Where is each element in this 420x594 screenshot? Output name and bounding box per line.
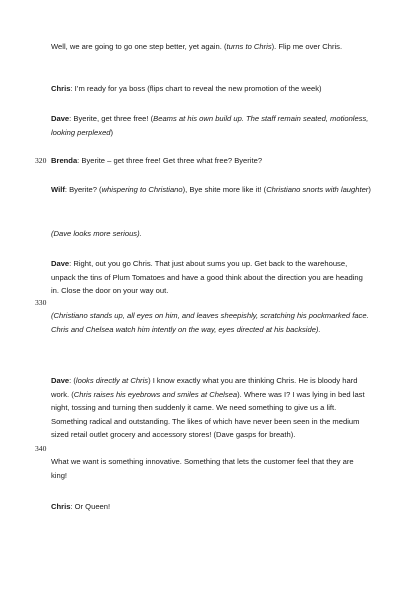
dialogue-text: ) xyxy=(110,127,114,137)
speaker-name: Dave xyxy=(51,259,70,268)
dialogue-text: ). Flip me over Chris. xyxy=(271,42,343,51)
stage-direction: looks directly at Chris xyxy=(75,376,149,385)
paragraph-wilf xyxy=(51,183,371,197)
dialogue-text: : Right, out you go Chris. That just about sums you up. Get back to the warehouse, unpack the tins of Plum Tomatoes and have a good think about the direction you are heading in. Close the door on your way out. xyxy=(51,259,363,295)
dialogue-text: : Or Queen! xyxy=(70,502,111,511)
paragraph-chris-queen xyxy=(51,500,371,514)
paragraph-chris-ready xyxy=(51,82,371,96)
line-number: 330 xyxy=(35,298,47,307)
stage-direction: turns to Chris xyxy=(226,42,272,51)
speaker-name: Dave xyxy=(51,376,70,385)
speaker-name: Wilf xyxy=(51,185,65,194)
stage-direction: Chris raises his eyebrows and smiles at Chelsea xyxy=(73,389,238,399)
dialogue-text: ). Where was I? I was lying in bed last night, tossing and turning then suddenly it came. We need something to give us a lift. Something radical and outstanding. The likes of which have never been seen in the medium sized retail outlet grocery and accessory stores! (Dave gasps for breath). xyxy=(51,389,365,439)
speaker-name: Brenda xyxy=(51,156,78,165)
dialogue-text: : Byerite – get three free! Get three what free? Byerite? xyxy=(77,156,263,165)
dialogue-text: ), Bye shite more like it! ( xyxy=(182,185,267,194)
speaker-name: Chris xyxy=(51,502,71,511)
dialogue-text: : Byerite, get three free! ( xyxy=(69,114,154,123)
line-number: 320 xyxy=(35,156,47,165)
dialogue-text: ) I know exactly what you are thinking Chris. He is bloody hard work. ( xyxy=(51,376,358,399)
paragraph-flip-chart xyxy=(51,40,371,54)
stage-direction: (Christiano stands up, all eyes on him, and leaves sheepishly, scratching his pockmarked face. Chris and Chelsea watch him intently on the way, eyes directed at his backside). xyxy=(51,311,369,334)
dialogue-text: ) xyxy=(368,185,371,194)
paragraph-dave-out xyxy=(51,257,371,298)
paragraph-customer-king xyxy=(51,455,371,482)
speaker-name: Dave xyxy=(51,114,70,123)
paragraph-christiano-leaves xyxy=(51,309,371,336)
stage-direction: Beams at his own build up. The staff remain seated, motionless, looking perplexed xyxy=(51,114,369,137)
dialogue-text: : I’m ready for ya boss (flips chart to reveal the new promotion of the week) xyxy=(70,84,322,93)
dialogue-text: What we want is something innovative. Something that lets the customer feel that they are king! xyxy=(51,457,354,480)
paragraph-dave-byerite xyxy=(51,112,371,139)
paragraph-dave-innovation xyxy=(51,374,371,442)
stage-direction: Christiano snorts with laughter xyxy=(266,185,369,194)
speaker-name: Chris xyxy=(51,84,71,93)
paragraph-brenda xyxy=(35,154,371,168)
dialogue-text: : Byerite? ( xyxy=(64,185,102,194)
dialogue-text: Well, we are going to go one step better, yet again. ( xyxy=(51,42,227,51)
stage-direction: whispering to Christiano xyxy=(101,185,183,194)
paragraph-dave-serious xyxy=(51,227,371,241)
dialogue-text: : ( xyxy=(69,376,76,385)
line-number: 340 xyxy=(35,444,47,453)
stage-direction: (Dave looks more serious). xyxy=(51,229,142,238)
